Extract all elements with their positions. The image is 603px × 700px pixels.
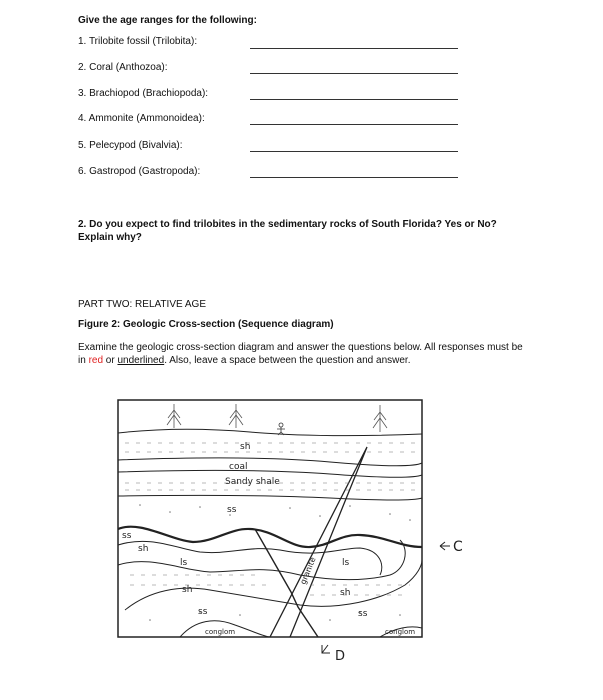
instr-text: or (103, 355, 118, 366)
label-ss-lower-left: ss (198, 607, 208, 617)
label-sandy-shale: Sandy shale (225, 477, 280, 487)
label-sh-top: sh (240, 442, 251, 452)
label-coal: coal (229, 462, 248, 472)
label-sh-left: sh (138, 544, 149, 554)
instr-text: in (78, 355, 89, 366)
arrow-c-icon (440, 542, 450, 550)
label-sh-lower-left: sh (182, 585, 193, 595)
instr-underlined-word: underlined (117, 355, 165, 366)
item-label-coral: 2. Coral (Anthozoa): (78, 62, 168, 73)
instructions-line1: Examine the geologic cross-section diagram and answer the questions below. All responses must be (78, 342, 523, 353)
item-label-trilobite: 1. Trilobite fossil (Trilobita): (78, 36, 198, 47)
part-two-heading: PART TWO: RELATIVE AGE (78, 299, 206, 310)
item-label-brachiopod: 3. Brachiopod (Brachiopoda): (78, 88, 209, 99)
label-conglom-left: conglom (205, 628, 236, 636)
label-ls-left: ls (180, 558, 188, 568)
tree-icons (167, 404, 387, 432)
label-granite: granite (298, 555, 318, 586)
section-title: Give the age ranges for the following: (78, 15, 257, 26)
label-sh-lower-right: sh (340, 588, 351, 598)
fold-ls-sh (118, 540, 405, 580)
item-label-gastropod: 6. Gastropod (Gastropoda): (78, 166, 201, 177)
instr-red-word: red (88, 355, 104, 366)
instr-text: . Also, leave a space between the question and answer. (164, 355, 411, 366)
granite-dike (270, 447, 367, 637)
item-label-ammonite: 4. Ammonite (Ammonoidea): (78, 113, 205, 124)
shale-hatching (125, 443, 415, 595)
item-label-pelecypod: 5. Pelecypod (Bivalvia): (78, 140, 183, 151)
marker-c: C (453, 539, 463, 555)
label-ss-left: ss (122, 531, 132, 541)
marker-d: D (335, 649, 346, 664)
label-ls-right: ls (342, 558, 350, 568)
figure-title: Figure 2: Geologic Cross-section (Sequence diagram) (78, 319, 334, 330)
question-2-line2: Explain why? (78, 232, 142, 243)
person-icon (277, 423, 285, 435)
sandy-shale-bottom (118, 495, 422, 500)
question-2-line1: 2. Do you expect to find trilobites in the sedimentary rocks of South Florida? Yes or No? (78, 219, 497, 230)
ground-surface (118, 429, 422, 435)
arrow-d-icon (322, 645, 330, 653)
label-ss-upper: ss (227, 505, 237, 515)
label-conglom-right: conglom (385, 628, 416, 636)
fault-d (255, 529, 318, 637)
coal-top (118, 458, 422, 466)
label-ss-lower-right: ss (358, 609, 368, 619)
